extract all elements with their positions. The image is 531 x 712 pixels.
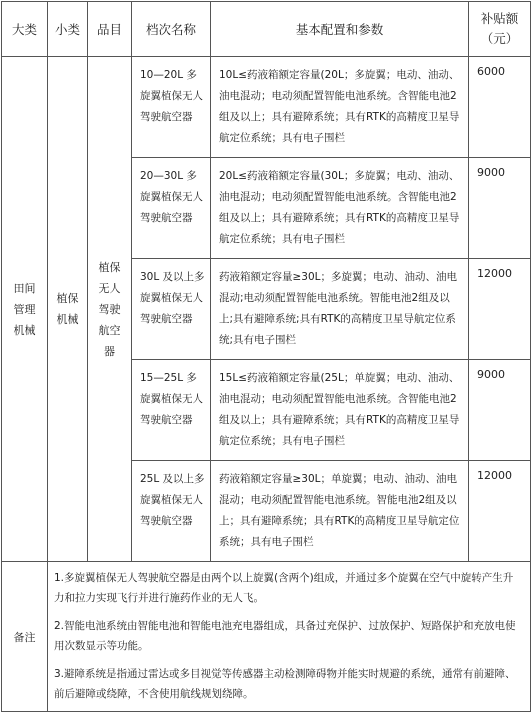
header-item: 品目 [88,2,132,57]
notes-row [2,562,531,712]
major-class-value: 田间管理机械 [13,281,36,337]
config-cell: 药液箱额定容量≥30L；单旋翼；电动、油动、油电混动；电动须配置智能电池系统。智能电池2组及以上；具有避障系统；具有RTK的高精度卫星导航定位系统；具有电子围栏 [211,461,469,562]
tier-name-cell: 25L 及以上多旋翼植保无人驾驶航空器 [132,461,211,562]
header-subsidy [469,2,531,57]
note-item: 1.多旋翼植保无人驾驶航空器是由两个以上旋翼(含两个)组成，并通过多个旋翼在空气中旋转产生升力和拉力实现飞行并进行施药作业的无人飞。 [54,572,514,604]
header-tier-name: 档次名称 [132,2,211,57]
config-cell: 10L≤药液箱额定容量(20L；多旋翼；电动、油动、油电混动；电动须配置智能电池系统。含智能电池2组及以上；具有避障系统；具有RTK的高精度卫星导航定位系统；具有电子围栏 [211,57,469,158]
subsidy-cell: 9000 [469,158,531,259]
header-major-class: 大类 [2,2,48,57]
config-cell: 药液箱额定容量≥30L；多旋翼；电动、油动、油电混动;电动须配置智能电池系统。智能电池2组及以上;具有避障系统;具有RTK的高精度卫星导航定位系统;具有电子围栏 [211,259,469,360]
config-cell: 20L≤药液箱额定容量(30L；多旋翼；电动、油动、油电混动；电动须配置智能电池系统。含智能电池2组及以上；具有避障系统；具有RTK的高精度卫星导航定位系统；具有电子围栏 [211,158,469,259]
notes-cell [48,562,531,712]
subsidy-cell: 12000 [469,461,531,562]
subsidy-cell: 12000 [469,259,531,360]
table-row [2,57,531,158]
notes-label: 备注 [2,562,48,712]
subsidy-cell: 6000 [469,57,531,158]
tier-name-cell: 30L 及以上多旋翼植保无人驾驶航空器 [132,259,211,360]
tier-name-cell: 10—20L 多旋翼植保无人驾驶航空器 [132,57,211,158]
header-config: 基本配置和参数 [211,2,469,57]
header-minor-class: 小类 [48,2,88,57]
note-item: 2.智能电池系统由智能电池和智能电池充电器组成，具备过充保护、过放保护、短路保护和充放电使用次数显示等功能。 [54,620,516,652]
tier-name-cell: 15—25L 多旋翼植保无人驾驶航空器 [132,360,211,461]
config-cell: 15L≤药液箱额定容量(25L；单旋翼；电动、油动、油电混动；电动须配置智能电池系统。含智能电池2组及以上；具有避障系统；具有RTK的高精度卫星导航定位系统；具有电子围栏 [211,360,469,461]
item-value: 植保无人驾驶航空器 [98,260,121,358]
tier-name-cell: 20—30L 多旋翼植保无人驾驶航空器 [132,158,211,259]
minor-class-cell [48,57,88,562]
subsidy-table [1,1,531,712]
header-subsidy-label: 补贴额（元） [480,11,519,46]
header-row [2,2,531,57]
minor-class-value: 植保机械 [56,292,79,326]
note-item: 3.避障系统是指通过雷达或多目视觉等传感器主动检测障碍物并能实时规避的系统，通常有前避障、前后避障或绕障，不含使用航线规划绕障。 [54,668,516,700]
subsidy-cell: 9000 [469,360,531,461]
item-cell [88,57,132,562]
major-class-cell [2,57,48,562]
